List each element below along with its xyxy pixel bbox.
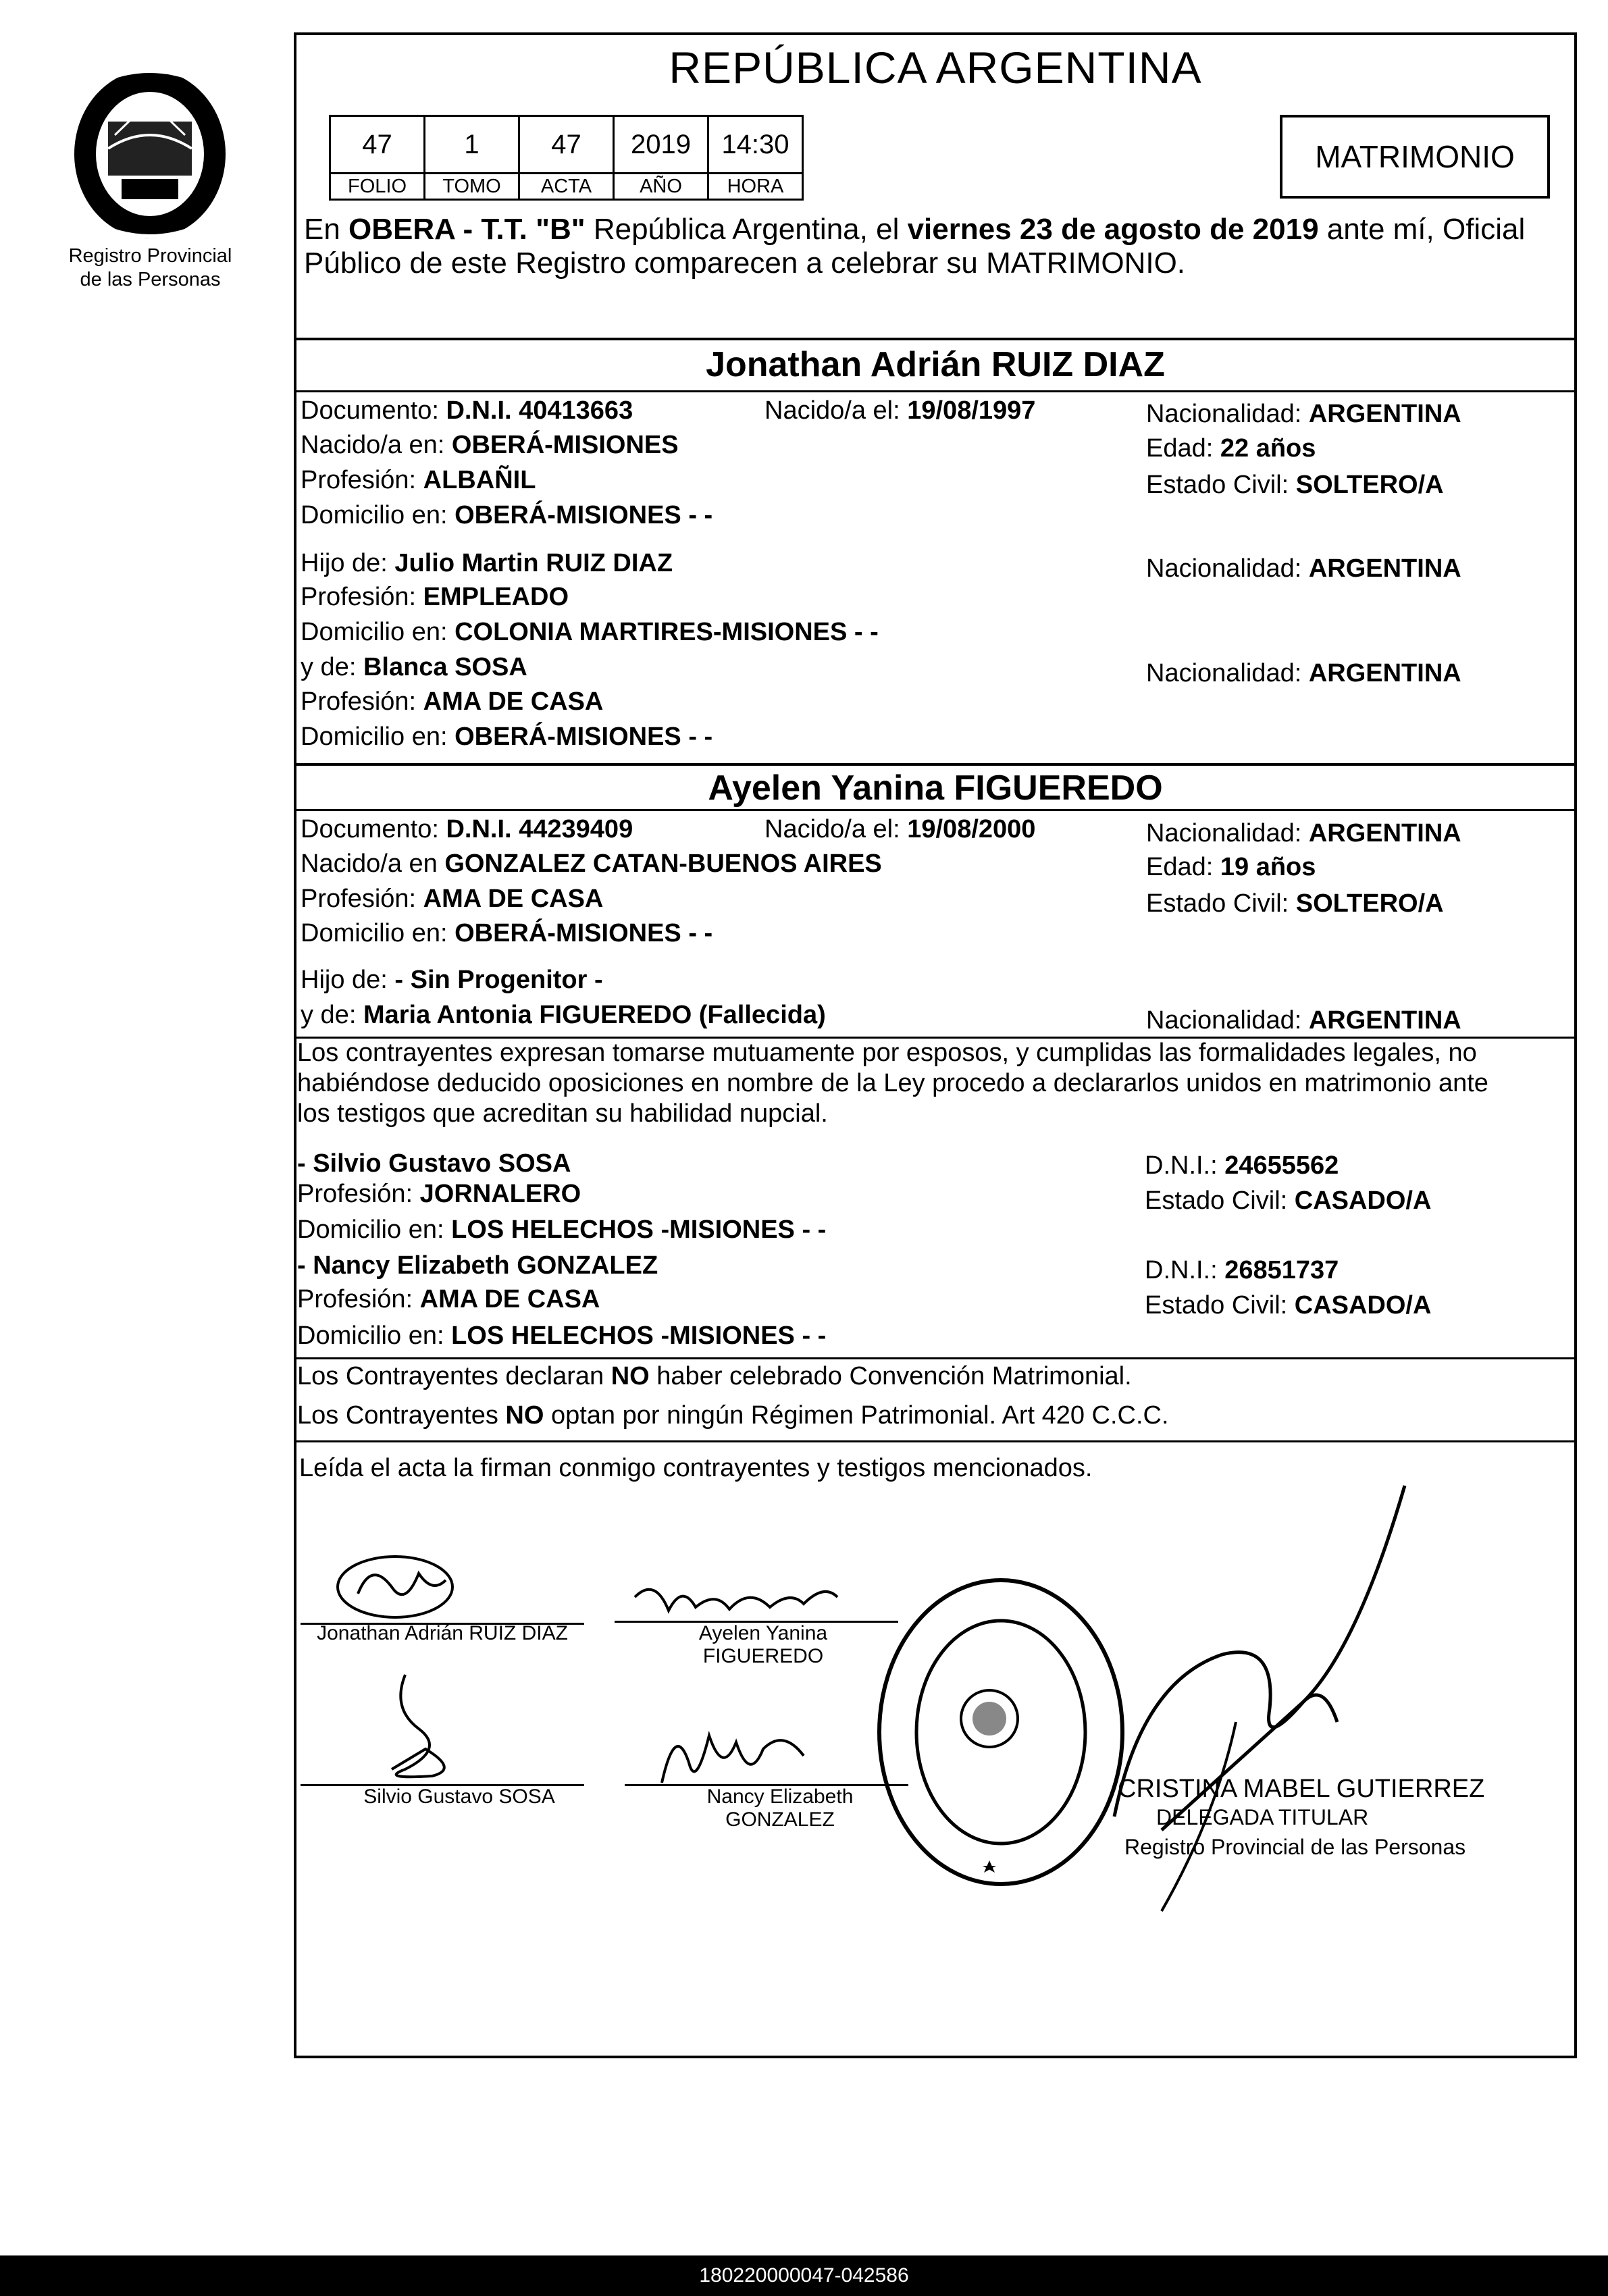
testigo2-profesion: Profesión: AMA DE CASA bbox=[297, 1285, 600, 1313]
divider bbox=[294, 1440, 1577, 1442]
c2-estado-civil: Estado Civil: SOLTERO/A bbox=[1146, 889, 1444, 918]
divider bbox=[294, 1357, 1577, 1359]
c2-madre: y de: Maria Antonia FIGUEREDO (Fallecida) bbox=[301, 1001, 826, 1029]
testigo2-domicilio: Domicilio en: LOS HELECHOS -MISIONES - - bbox=[297, 1322, 827, 1350]
contrayente2-name: Ayelen Yanina FIGUEREDO bbox=[708, 768, 1163, 808]
registry-caption: Registro Provincial de las Personas bbox=[68, 245, 232, 290]
c1-padre-domicilio: Domicilio en: COLONIA MARTIRES-MISIONES - - bbox=[301, 618, 879, 646]
registry-seal-logo bbox=[68, 61, 233, 243]
oficial-cargo: DELEGADA TITULAR bbox=[1156, 1805, 1369, 1829]
divider bbox=[294, 809, 1577, 811]
c2-documento: Documento: D.N.I. 44239409 bbox=[301, 815, 633, 843]
testigo1-domicilio: Domicilio en: LOS HELECHOS -MISIONES - - bbox=[297, 1216, 827, 1244]
c1-nacido-en: Nacido/a en: OBERÁ-MISIONES bbox=[301, 431, 679, 459]
testigo2-dni: D.N.I.: 26851737 bbox=[1145, 1256, 1339, 1284]
convencion-line-2: Los Contrayentes NO optan por ningún Régimen Patrimonial. Art 420 C.C.C. bbox=[297, 1401, 1169, 1430]
act-type-box: MATRIMONIO bbox=[1280, 115, 1550, 199]
testigo2-estado: Estado Civil: CASADO/A bbox=[1145, 1291, 1432, 1320]
signature-3-label: Silvio Gustavo SOSA bbox=[363, 1785, 555, 1808]
c2-nacionalidad: Nacionalidad: ARGENTINA bbox=[1146, 819, 1461, 847]
tomo-label: TOMO bbox=[425, 174, 519, 200]
folio-value: 47 bbox=[330, 116, 425, 174]
signature-2-label: Ayelen Yanina FIGUEREDO bbox=[698, 1622, 828, 1667]
c2-domicilio: Domicilio en: OBERÁ-MISIONES - - bbox=[301, 919, 713, 947]
footer-code: 180220000047-042586 bbox=[0, 2255, 1608, 2296]
acta-label: ACTA bbox=[519, 174, 614, 200]
c1-edad: Edad: 22 años bbox=[1146, 434, 1316, 463]
folio-label: FOLIO bbox=[330, 174, 425, 200]
c1-profesion: Profesión: ALBAÑIL bbox=[301, 466, 536, 494]
c1-madre-domicilio: Domicilio en: OBERÁ-MISIONES - - bbox=[301, 723, 713, 751]
c1-padre-profesion: Profesión: EMPLEADO bbox=[301, 583, 569, 611]
c1-nacido-el: Nacido/a el: 19/08/1997 bbox=[764, 396, 1036, 425]
signature-3-drawing bbox=[365, 1668, 473, 1783]
testigo1-estado: Estado Civil: CASADO/A bbox=[1145, 1186, 1432, 1215]
intro-text: En OBERA - T.T. "B" República Argentina, el viernes 23 de agosto de 2019 ante mí, Oficial Público de este Registro comparecen a celebrar su MATRIMONIO. bbox=[304, 213, 1526, 280]
hora-value: 14:30 bbox=[708, 116, 803, 174]
page-title: REPÚBLICA ARGENTINA bbox=[669, 43, 1202, 93]
cierre-text: Leída el acta la firman conmigo contrayentes y testigos mencionados. bbox=[299, 1454, 1093, 1482]
divider bbox=[294, 763, 1577, 766]
signature-4-label: Nancy Elizabeth GONZALEZ bbox=[706, 1785, 854, 1831]
convencion-line-1: Los Contrayentes declaran NO haber celebrado Convención Matrimonial. bbox=[297, 1362, 1132, 1390]
contrayente1-name: Jonathan Adrián RUIZ DIAZ bbox=[706, 345, 1165, 384]
acta-value: 47 bbox=[519, 116, 614, 174]
c1-madre-profesion: Profesión: AMA DE CASA bbox=[301, 687, 604, 716]
divider bbox=[294, 390, 1577, 392]
testigo1-name: - Silvio Gustavo SOSA bbox=[297, 1149, 571, 1178]
declaracion-paragraph: Los contrayentes expresan tomarse mutuamente por esposos, y cumplidas las formalidades legales, no habiéndose deducido oposiciones en nombre de la Ley procedo a declararlos unidos en matrimonio ante los testigos que acreditan su habilidad nupcial. bbox=[297, 1039, 1488, 1128]
testigo1-dni: D.N.I.: 24655562 bbox=[1145, 1151, 1339, 1180]
official-stamp bbox=[871, 1573, 1131, 1891]
c1-domicilio: Domicilio en: OBERÁ-MISIONES - - bbox=[301, 501, 713, 529]
divider bbox=[294, 338, 1577, 340]
c1-documento: Documento: D.N.I. 40413663 bbox=[301, 396, 633, 425]
signature-2-drawing bbox=[628, 1570, 844, 1624]
oficial-name: CRISTINA MABEL GUTIERREZ bbox=[1118, 1775, 1485, 1803]
signature-1-drawing bbox=[331, 1546, 466, 1627]
c1-padre-nacionalidad: Nacionalidad: ARGENTINA bbox=[1146, 554, 1461, 583]
c2-padre: Hijo de: - Sin Progenitor - bbox=[301, 966, 603, 994]
c1-madre: y de: Blanca SOSA bbox=[301, 653, 527, 681]
c2-profesion: Profesión: AMA DE CASA bbox=[301, 885, 604, 913]
signature-4-drawing bbox=[648, 1708, 817, 1796]
hora-label: HORA bbox=[708, 174, 803, 200]
record-table bbox=[329, 115, 804, 201]
anio-value: 2019 bbox=[614, 116, 708, 174]
c2-nacido-el: Nacido/a el: 19/08/2000 bbox=[764, 815, 1036, 843]
tomo-value: 1 bbox=[425, 116, 519, 174]
c2-nacido-en: Nacido/a en GONZALEZ CATAN-BUENOS AIRES bbox=[301, 850, 882, 878]
oficial-organizacion: Registro Provincial de las Personas bbox=[1124, 1835, 1466, 1859]
c1-padre: Hijo de: Julio Martin RUIZ DIAZ bbox=[301, 549, 673, 577]
testigo1-profesion: Profesión: JORNALERO bbox=[297, 1180, 581, 1208]
c1-estado-civil: Estado Civil: SOLTERO/A bbox=[1146, 471, 1444, 499]
anio-label: AÑO bbox=[614, 174, 708, 200]
c1-nacionalidad: Nacionalidad: ARGENTINA bbox=[1146, 400, 1461, 428]
c1-madre-nacionalidad: Nacionalidad: ARGENTINA bbox=[1146, 659, 1461, 687]
c2-madre-nacionalidad: Nacionalidad: ARGENTINA bbox=[1146, 1006, 1461, 1035]
signature-1-label: Jonathan Adrián RUIZ DIAZ bbox=[317, 1622, 568, 1644]
testigo2-name: - Nancy Elizabeth GONZALEZ bbox=[297, 1251, 658, 1280]
c2-edad: Edad: 19 años bbox=[1146, 853, 1316, 881]
